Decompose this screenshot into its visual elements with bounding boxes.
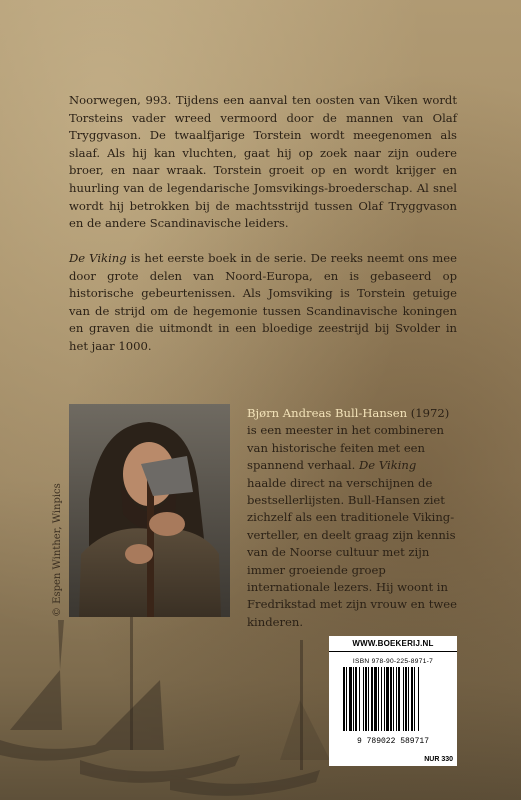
author-bio [247, 405, 457, 631]
publisher-url[interactable]: WWW.BOEKERIJ.NL [329, 636, 457, 652]
bio-text-1: (1972) is een meester in het combineren van historische feiten met een spannend verhaal. [247, 406, 450, 473]
bio-book-title: De Viking [358, 458, 417, 473]
photo-credit: © Espen Winther, Winpics [52, 483, 63, 617]
series-text: is het eerste boek in de serie. De reeks neemt ons mee door grote delen van Noord-Europa, en is gebaseerd op historische gebeurtenissen. Als Jomsviking is Torstein getuige van de strijd om de hegemonie tussen Scandinavische koningen en graven die uitmondt in een bloedige zeestrijd bij Svolder in het jaar 1000. [69, 251, 458, 353]
isbn-label: ISBN 978-90-225-8971-7 [352, 658, 434, 665]
blurb-paragraph [69, 92, 457, 233]
blurb-text: Noorwegen, 993. Tijdens een aanval ten oosten van Viken wordt Torsteins vader wreed vermoord door de mannen van Olaf Tryggvason. De twaalfjarige Torstein wordt meegenomen als slaaf. Als hij kan vluchten, gaat hij op zoek naar zijn oudere broer, en naar wraak. Torstein groeit op en wordt krijger en huurling van de legendarische Jomsvikings-broederschap. Al snel wordt hij betrokken bij de machtsstrijd tussen Olaf Tryggvason en de andere Scandinavische leiders. [69, 93, 457, 231]
barcode-digits: 9 789022 589717 [356, 737, 430, 745]
author-photo [69, 404, 230, 617]
series-title: De Viking [69, 251, 127, 265]
series-paragraph [69, 250, 457, 356]
bio-text-2: haalde direct na verschijnen de bestsellerlijsten. Bull-Hansen ziet zichzelf als een traditionele Viking-verteller, en deelt graag zijn kennis van de Noorse cultuur met zijn immer groeiende groep internationale lezers. Hij woont in Fredrikstad met zijn vrouw en twee kinderen. [247, 475, 458, 629]
barcode-icon [339, 667, 447, 745]
author-name: Bjørn Andreas Bull-Hansen [247, 406, 408, 420]
author-portrait-image [69, 404, 230, 617]
nur-code: NUR 330 [424, 756, 453, 763]
barcode-panel [329, 636, 457, 766]
